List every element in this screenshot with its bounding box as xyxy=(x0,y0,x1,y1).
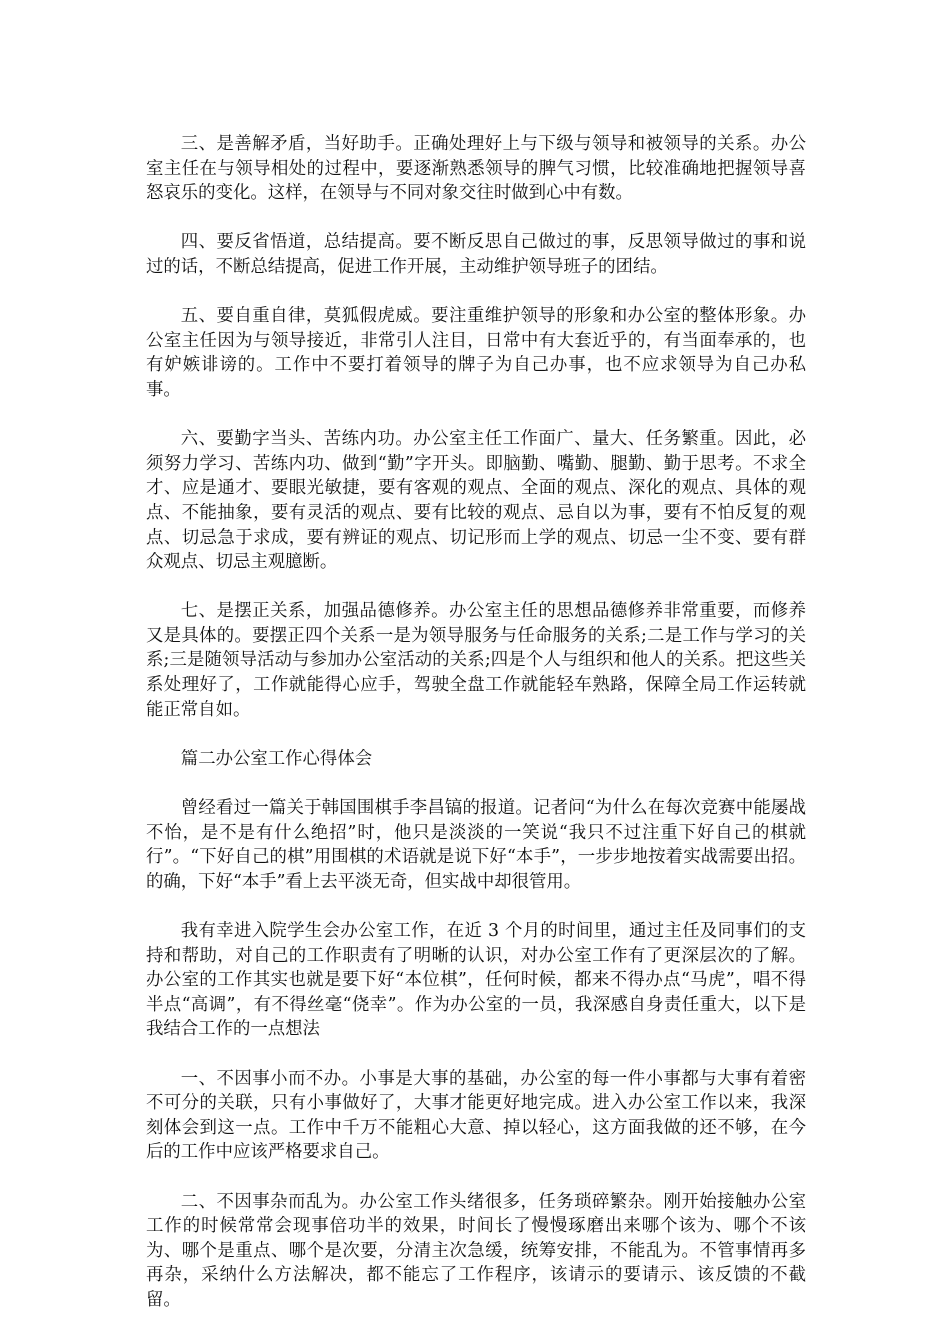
paragraph-point-1: 一、不因事小而不办。小事是大事的基础，办公室的每一件小事都与大事有着密不可分的关联，只有小事做好了，大事才能更好地完成。进入办公室工作以来，我深刻体会到这一点。工作中千万不能粗心大意、掉以轻心，这方面我做的还不够，在今后的工作中应该严格要求自己。 xyxy=(146,1068,806,1163)
paragraph-point-2: 二、不因事杂而乱为。办公室工作头绪很多，任务琐碎繁杂。刚开始接触办公室工作的时候常常会现事倍功半的效果，时间长了慢慢琢磨出来哪个该为、哪个不该为、哪个是重点、哪个是次要，分清主次急缓，统筹安排，不能乱为。不管事情再多再杂，采纳什么方法解决，都不能忘了工作程序，该请示的要请示、该反馈的不截留。 xyxy=(146,1191,806,1310)
paragraph-7-relations: 七、是摆正关系，加强品德修养。办公室主任的思想品德修养非常重要，而修养又是具体的。要摆正四个关系一是为领导服务与任命服务的关系;二是工作与学习的关系;三是随领导活动与参加办公室活动的关系;四是个人与组织和他人的关系。把这些关系处理好了，工作就能得心应手，驾驶全盘工作就能轻车熟路，保障全局工作运转就能正常自如。 xyxy=(146,601,806,720)
paragraph-6-diligence: 六、要勤字当头、苦练内功。办公室主任工作面广、量大、任务繁重。因此，必须努力学习、苦练内功、做到“勤”字开头。即脑勤、嘴勤、腿勤、勤于思考。不求全才、应是通才、要眼光敏捷，要有客观的观点、全面的观点、深化的观点、具体的观点、不能抽象，要有灵活的观点、要有比较的观点、忌自以为事，要有不怕反复的观点、切忌急于求成，要有辨证的观点、切记形而上学的观点、切忌一尘不变、要有群众观点、切忌主观臆断。 xyxy=(146,429,806,573)
document-body xyxy=(146,132,806,1337)
paragraph-office-intro: 我有幸进入院学生会办公室工作，在近 3 个月的时间里，通过主任及同事们的支持和帮助，对自己的工作职责有了明晰的认识，对办公室工作有了更深层次的了解。办公室的工作其实也就是要下好“本位棋”，任何时候，都来不得办点“马虎”，唱不得半点“高调”，有不得丝毫“侥幸”。作为办公室的一员，我深感自身责任重大，以下是我结合工作的一点想法 xyxy=(146,921,806,1040)
paragraph-go-player: 曾经看过一篇关于韩国围棋手李昌镐的报道。记者问“为什么在每次竞赛中能屡战不怡，是不是有什么绝招”时，他只是淡淡的一笑说“我只不过注重下好自己的棋就行”。“下好自己的棋”用围棋的术语就是说下好“本手”，一步步地按着实战需要出招。的确，下好“本手”看上去平淡无奇，但实战中却很管用。 xyxy=(146,798,806,892)
paragraph-5-self-discipline: 五、要自重自律，莫狐假虎威。要注重维护领导的形象和办公室的整体形象。办公室主任因为与领导接近，非常引人注目，日常中有大套近乎的，有当面奉承的，也有妒嫉诽谤的。工作中不要打着领导的牌子为自己办事，也不应求领导为自己办私事。 xyxy=(146,306,806,400)
paragraph-4-reflect: 四、要反省悟道，总结提高。要不断反思自己做过的事，反思领导做过的事和说过的话，不断总结提高，促进工作开展，主动维护领导班子的团结。 xyxy=(146,232,806,277)
paragraph-3-mediate: 三、是善解矛盾，当好助手。正确处理好上与下级与领导和被领导的关系。办公室主任在与领导相处的过程中，要逐渐熟悉领导的脾气习惯，比较准确地把握领导喜怒哀乐的变化。这样，在领导与不同对象交往时做到心中有数。 xyxy=(146,134,806,204)
section-heading: 篇二办公室工作心得体会 xyxy=(180,748,373,769)
